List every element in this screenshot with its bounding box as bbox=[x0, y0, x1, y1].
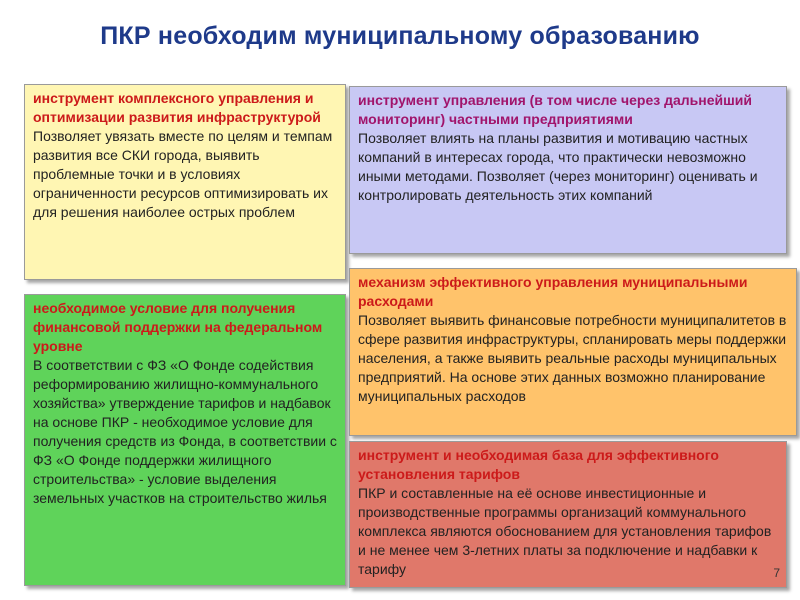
card-tariff-setting bbox=[349, 441, 787, 588]
card-private-enterprise-management bbox=[349, 86, 787, 254]
card-heading: инструмент управления (в том числе через дальнейший мониторинг) частными предприятиями bbox=[358, 92, 752, 127]
card-text: ПКР и составленные на её основе инвестиционные и производственные программы организаций коммунального комплекса являются обоснованием для установления тарифов и не менее чем 3-летних платы за подключение и надбавки к тарифу bbox=[358, 485, 772, 577]
card-text: Позволяет увязать вместе по целям и темпам развития все СКИ города, выявить проблемные точки и в условиях ограниченности ресурсов оптимизировать их для решения наиболее острых проблем bbox=[33, 128, 333, 220]
card-heading: инструмент комплексного управления и оптимизации развития инфраструктурой bbox=[33, 90, 321, 125]
card-heading: инструмент и необходимая база для эффективного установления тарифов bbox=[358, 447, 719, 482]
card-text: Позволяет влиять на планы развития и мотивацию частных компаний в интересах города, что практически невозможно иными методами. Позволяет (через мониторинг) оценивать и контролировать деятельность этих компаний bbox=[358, 130, 758, 203]
card-infrastructure-management bbox=[24, 84, 346, 280]
card-text: В соответствии с ФЗ «О Фонде содействия реформированию жилищно-коммунального хозяйства» утверждение тарифов и надбавок на основе ПКР - необходимое условие для получения средств из Фонда, в соответствии с ФЗ «О Фонде поддержки жилищного строительства» - условие выделения земельных участков на строительство жилья bbox=[33, 357, 337, 506]
slide-title: ПКР необходим муниципальному образованию bbox=[100, 22, 700, 50]
card-federal-support-condition bbox=[24, 294, 346, 586]
card-heading: необходимое условие для получения финансовой поддержки на федеральном уровне bbox=[33, 300, 323, 354]
page-number: 7 bbox=[773, 566, 780, 580]
card-text: Позволяет выявить финансовые потребности муниципалитетов в сфере развития инфраструктуры, спланировать меры поддержки населения, а также выявить реальные расходы муниципальных предприятий. На основе этих данных возможно планирование муниципальных расходов bbox=[358, 312, 787, 404]
card-municipal-expenses bbox=[349, 268, 797, 436]
card-heading: механизм эффективного управления муниципальными расходами bbox=[358, 274, 748, 309]
